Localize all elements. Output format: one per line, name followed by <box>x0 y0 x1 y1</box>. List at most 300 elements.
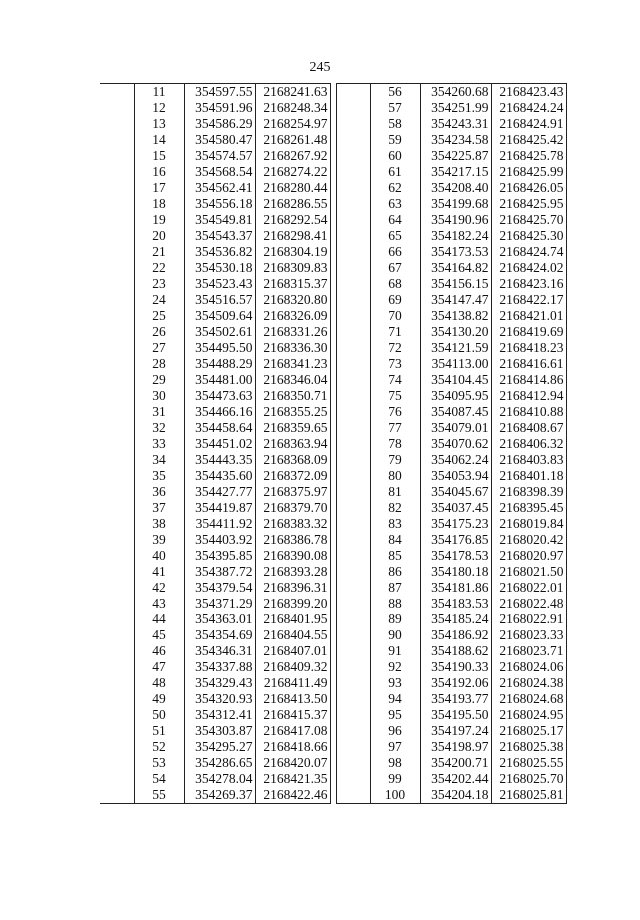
blank-cell <box>336 292 370 308</box>
x-coordinate: 354260.68 <box>420 84 491 100</box>
table-row <box>100 228 566 244</box>
y-coordinate: 2168401.95 <box>255 611 330 627</box>
point-number: 91 <box>370 643 420 659</box>
x-coordinate: 354556.18 <box>184 196 255 212</box>
blank-cell <box>100 84 134 100</box>
blank-cell <box>100 356 134 372</box>
y-coordinate: 2168298.41 <box>255 228 330 244</box>
point-number: 16 <box>134 164 184 180</box>
x-coordinate: 354269.37 <box>184 787 255 803</box>
table-row <box>100 212 566 228</box>
y-coordinate: 2168359.65 <box>255 420 330 436</box>
x-coordinate: 354053.94 <box>420 468 491 484</box>
point-number: 66 <box>370 244 420 260</box>
table-row <box>100 659 566 675</box>
table-row <box>100 787 566 803</box>
x-coordinate: 354286.65 <box>184 755 255 771</box>
blank-cell <box>100 596 134 612</box>
point-number: 81 <box>370 484 420 500</box>
point-number: 15 <box>134 148 184 164</box>
point-number: 32 <box>134 420 184 436</box>
x-coordinate: 354079.01 <box>420 420 491 436</box>
blank-cell <box>100 755 134 771</box>
y-coordinate: 2168395.45 <box>491 500 566 516</box>
table-row <box>100 292 566 308</box>
x-coordinate: 354192.06 <box>420 675 491 691</box>
y-coordinate: 2168315.37 <box>255 276 330 292</box>
point-number: 50 <box>134 707 184 723</box>
x-coordinate: 354178.53 <box>420 548 491 564</box>
blank-cell <box>336 116 370 132</box>
blank-cell <box>336 340 370 356</box>
point-number: 62 <box>370 180 420 196</box>
y-coordinate: 2168425.42 <box>491 132 566 148</box>
point-number: 72 <box>370 340 420 356</box>
x-coordinate: 354543.37 <box>184 228 255 244</box>
x-coordinate: 354495.50 <box>184 340 255 356</box>
x-coordinate: 354045.67 <box>420 484 491 500</box>
y-coordinate: 2168425.70 <box>491 212 566 228</box>
blank-cell <box>100 324 134 340</box>
point-number: 93 <box>370 675 420 691</box>
y-coordinate: 2168425.95 <box>491 196 566 212</box>
blank-cell <box>336 180 370 196</box>
blank-cell <box>100 787 134 803</box>
point-number: 57 <box>370 100 420 116</box>
table-row <box>100 691 566 707</box>
blank-cell <box>100 228 134 244</box>
x-coordinate: 354451.02 <box>184 436 255 452</box>
point-number: 23 <box>134 276 184 292</box>
y-coordinate: 2168396.31 <box>255 580 330 596</box>
table-row <box>100 308 566 324</box>
blank-cell <box>336 580 370 596</box>
y-coordinate: 2168421.01 <box>491 308 566 324</box>
blank-cell <box>100 404 134 420</box>
y-coordinate: 2168423.43 <box>491 84 566 100</box>
y-coordinate: 2168418.66 <box>255 739 330 755</box>
y-coordinate: 2168309.83 <box>255 260 330 276</box>
blank-cell <box>100 420 134 436</box>
x-coordinate: 354193.77 <box>420 691 491 707</box>
x-coordinate: 354181.86 <box>420 580 491 596</box>
y-coordinate: 2168421.35 <box>255 771 330 787</box>
x-coordinate: 354509.64 <box>184 308 255 324</box>
point-number: 18 <box>134 196 184 212</box>
x-coordinate: 354087.45 <box>420 404 491 420</box>
blank-cell <box>336 356 370 372</box>
table-row <box>100 596 566 612</box>
table-row <box>100 100 566 116</box>
blank-cell <box>100 771 134 787</box>
point-number: 85 <box>370 548 420 564</box>
x-coordinate: 354188.62 <box>420 643 491 659</box>
y-coordinate: 2168393.28 <box>255 564 330 580</box>
x-coordinate: 354466.16 <box>184 404 255 420</box>
point-number: 71 <box>370 324 420 340</box>
x-coordinate: 354473.63 <box>184 388 255 404</box>
point-number: 77 <box>370 420 420 436</box>
x-coordinate: 354435.60 <box>184 468 255 484</box>
y-coordinate: 2168425.30 <box>491 228 566 244</box>
x-coordinate: 354354.69 <box>184 627 255 643</box>
point-number: 69 <box>370 292 420 308</box>
y-coordinate: 2168286.55 <box>255 196 330 212</box>
point-number: 87 <box>370 580 420 596</box>
table-row <box>100 532 566 548</box>
point-number: 79 <box>370 452 420 468</box>
x-coordinate: 354095.95 <box>420 388 491 404</box>
x-coordinate: 354198.97 <box>420 739 491 755</box>
table-row <box>100 324 566 340</box>
point-number: 27 <box>134 340 184 356</box>
coordinates-table-body <box>100 84 566 804</box>
x-coordinate: 354202.44 <box>420 771 491 787</box>
y-coordinate: 2168023.33 <box>491 627 566 643</box>
blank-cell <box>100 643 134 659</box>
y-coordinate: 2168404.55 <box>255 627 330 643</box>
table-row <box>100 260 566 276</box>
y-coordinate: 2168403.83 <box>491 452 566 468</box>
blank-cell <box>336 611 370 627</box>
table-row <box>100 84 566 100</box>
blank-cell <box>336 164 370 180</box>
x-coordinate: 354568.54 <box>184 164 255 180</box>
blank-cell <box>336 420 370 436</box>
point-number: 75 <box>370 388 420 404</box>
x-coordinate: 354037.45 <box>420 500 491 516</box>
blank-cell <box>336 659 370 675</box>
x-coordinate: 354395.85 <box>184 548 255 564</box>
x-coordinate: 354586.29 <box>184 116 255 132</box>
y-coordinate: 2168021.50 <box>491 564 566 580</box>
x-coordinate: 354251.99 <box>420 100 491 116</box>
point-number: 24 <box>134 292 184 308</box>
x-coordinate: 354346.31 <box>184 643 255 659</box>
x-coordinate: 354387.72 <box>184 564 255 580</box>
point-number: 98 <box>370 755 420 771</box>
blank-cell <box>100 276 134 292</box>
x-coordinate: 354175.23 <box>420 516 491 532</box>
x-coordinate: 354530.18 <box>184 260 255 276</box>
x-coordinate: 354419.87 <box>184 500 255 516</box>
y-coordinate: 2168413.50 <box>255 691 330 707</box>
point-number: 86 <box>370 564 420 580</box>
point-number: 58 <box>370 116 420 132</box>
point-number: 80 <box>370 468 420 484</box>
y-coordinate: 2168423.16 <box>491 276 566 292</box>
y-coordinate: 2168355.25 <box>255 404 330 420</box>
y-coordinate: 2168410.88 <box>491 404 566 420</box>
blank-cell <box>336 244 370 260</box>
y-coordinate: 2168412.94 <box>491 388 566 404</box>
y-coordinate: 2168024.06 <box>491 659 566 675</box>
blank-cell <box>100 548 134 564</box>
blank-cell <box>100 212 134 228</box>
y-coordinate: 2168409.32 <box>255 659 330 675</box>
point-number: 53 <box>134 755 184 771</box>
x-coordinate: 354164.82 <box>420 260 491 276</box>
y-coordinate: 2168424.74 <box>491 244 566 260</box>
point-number: 70 <box>370 308 420 324</box>
table-row <box>100 755 566 771</box>
point-number: 43 <box>134 596 184 612</box>
x-coordinate: 354147.47 <box>420 292 491 308</box>
blank-cell <box>336 564 370 580</box>
x-coordinate: 354591.96 <box>184 100 255 116</box>
blank-cell <box>336 643 370 659</box>
y-coordinate: 2168422.17 <box>491 292 566 308</box>
blank-cell <box>336 452 370 468</box>
y-coordinate: 2168401.18 <box>491 468 566 484</box>
table-row <box>100 675 566 691</box>
blank-cell <box>100 707 134 723</box>
table-row <box>100 548 566 564</box>
y-coordinate: 2168346.04 <box>255 372 330 388</box>
blank-cell <box>100 180 134 196</box>
blank-cell <box>336 132 370 148</box>
point-number: 83 <box>370 516 420 532</box>
point-number: 97 <box>370 739 420 755</box>
x-coordinate: 354173.53 <box>420 244 491 260</box>
blank-cell <box>100 516 134 532</box>
point-number: 25 <box>134 308 184 324</box>
point-number: 47 <box>134 659 184 675</box>
blank-cell <box>100 627 134 643</box>
page-number: 245 <box>309 60 331 75</box>
y-coordinate: 2168406.32 <box>491 436 566 452</box>
blank-cell <box>336 787 370 803</box>
y-coordinate: 2168414.86 <box>491 372 566 388</box>
y-coordinate: 2168025.81 <box>491 787 566 803</box>
point-number: 78 <box>370 436 420 452</box>
x-coordinate: 354411.92 <box>184 516 255 532</box>
blank-cell <box>100 132 134 148</box>
point-number: 13 <box>134 116 184 132</box>
blank-cell <box>100 244 134 260</box>
blank-cell <box>336 691 370 707</box>
x-coordinate: 354320.93 <box>184 691 255 707</box>
table-row <box>100 707 566 723</box>
x-coordinate: 354303.87 <box>184 723 255 739</box>
point-number: 76 <box>370 404 420 420</box>
table-row <box>100 180 566 196</box>
table-row <box>100 244 566 260</box>
x-coordinate: 354523.43 <box>184 276 255 292</box>
x-coordinate: 354234.58 <box>420 132 491 148</box>
table-row <box>100 404 566 420</box>
point-number: 26 <box>134 324 184 340</box>
blank-cell <box>336 276 370 292</box>
y-coordinate: 2168019.84 <box>491 516 566 532</box>
table-row <box>100 452 566 468</box>
y-coordinate: 2168254.97 <box>255 116 330 132</box>
x-coordinate: 354427.77 <box>184 484 255 500</box>
y-coordinate: 2168267.92 <box>255 148 330 164</box>
blank-cell <box>100 659 134 675</box>
y-coordinate: 2168022.01 <box>491 580 566 596</box>
y-coordinate: 2168411.49 <box>255 675 330 691</box>
x-coordinate: 354549.81 <box>184 212 255 228</box>
y-coordinate: 2168025.17 <box>491 723 566 739</box>
x-coordinate: 354488.29 <box>184 356 255 372</box>
y-coordinate: 2168020.97 <box>491 548 566 564</box>
blank-cell <box>336 388 370 404</box>
y-coordinate: 2168372.09 <box>255 468 330 484</box>
table-row <box>100 627 566 643</box>
blank-cell <box>100 436 134 452</box>
blank-cell <box>100 100 134 116</box>
point-number: 54 <box>134 771 184 787</box>
point-number: 30 <box>134 388 184 404</box>
blank-cell <box>100 691 134 707</box>
blank-cell <box>336 771 370 787</box>
x-coordinate: 354180.18 <box>420 564 491 580</box>
y-coordinate: 2168024.38 <box>491 675 566 691</box>
x-coordinate: 354295.27 <box>184 739 255 755</box>
y-coordinate: 2168020.42 <box>491 532 566 548</box>
y-coordinate: 2168422.46 <box>255 787 330 803</box>
y-coordinate: 2168025.55 <box>491 755 566 771</box>
point-number: 21 <box>134 244 184 260</box>
table-row <box>100 564 566 580</box>
y-coordinate: 2168408.67 <box>491 420 566 436</box>
x-coordinate: 354597.55 <box>184 84 255 100</box>
x-coordinate: 354182.24 <box>420 228 491 244</box>
table-row <box>100 500 566 516</box>
y-coordinate: 2168407.01 <box>255 643 330 659</box>
blank-cell <box>336 500 370 516</box>
y-coordinate: 2168416.61 <box>491 356 566 372</box>
blank-cell <box>100 372 134 388</box>
blank-cell <box>100 611 134 627</box>
x-coordinate: 354243.31 <box>420 116 491 132</box>
x-coordinate: 354516.57 <box>184 292 255 308</box>
x-coordinate: 354481.00 <box>184 372 255 388</box>
x-coordinate: 354379.54 <box>184 580 255 596</box>
x-coordinate: 354070.62 <box>420 436 491 452</box>
y-coordinate: 2168424.24 <box>491 100 566 116</box>
blank-cell <box>336 755 370 771</box>
point-number: 42 <box>134 580 184 596</box>
blank-cell <box>100 340 134 356</box>
point-number: 29 <box>134 372 184 388</box>
table-row <box>100 420 566 436</box>
x-coordinate: 354176.85 <box>420 532 491 548</box>
blank-cell <box>100 500 134 516</box>
y-coordinate: 2168024.68 <box>491 691 566 707</box>
blank-cell <box>336 196 370 212</box>
blank-cell <box>336 723 370 739</box>
point-number: 41 <box>134 564 184 580</box>
x-coordinate: 354185.24 <box>420 611 491 627</box>
blank-cell <box>336 532 370 548</box>
blank-cell <box>100 308 134 324</box>
x-coordinate: 354458.64 <box>184 420 255 436</box>
y-coordinate: 2168022.48 <box>491 596 566 612</box>
point-number: 33 <box>134 436 184 452</box>
blank-cell <box>336 324 370 340</box>
point-number: 20 <box>134 228 184 244</box>
y-coordinate: 2168363.94 <box>255 436 330 452</box>
table-row <box>100 388 566 404</box>
y-coordinate: 2168292.54 <box>255 212 330 228</box>
table-row <box>100 611 566 627</box>
point-number: 74 <box>370 372 420 388</box>
point-number: 34 <box>134 452 184 468</box>
y-coordinate: 2168025.70 <box>491 771 566 787</box>
x-coordinate: 354130.20 <box>420 324 491 340</box>
table-row <box>100 356 566 372</box>
blank-cell <box>336 627 370 643</box>
x-coordinate: 354312.41 <box>184 707 255 723</box>
table-row <box>100 276 566 292</box>
blank-cell <box>100 260 134 276</box>
x-coordinate: 354183.53 <box>420 596 491 612</box>
y-coordinate: 2168426.05 <box>491 180 566 196</box>
x-coordinate: 354138.82 <box>420 308 491 324</box>
blank-cell <box>336 675 370 691</box>
y-coordinate: 2168417.08 <box>255 723 330 739</box>
y-coordinate: 2168274.22 <box>255 164 330 180</box>
point-number: 90 <box>370 627 420 643</box>
blank-cell <box>336 84 370 100</box>
point-number: 37 <box>134 500 184 516</box>
point-number: 84 <box>370 532 420 548</box>
x-coordinate: 354574.57 <box>184 148 255 164</box>
x-coordinate: 354502.61 <box>184 324 255 340</box>
blank-cell <box>100 580 134 596</box>
blank-cell <box>100 675 134 691</box>
x-coordinate: 354113.00 <box>420 356 491 372</box>
y-coordinate: 2168424.02 <box>491 260 566 276</box>
table-row <box>100 484 566 500</box>
table-row <box>100 771 566 787</box>
x-coordinate: 354200.71 <box>420 755 491 771</box>
point-number: 31 <box>134 404 184 420</box>
x-coordinate: 354443.35 <box>184 452 255 468</box>
x-coordinate: 354204.18 <box>420 787 491 803</box>
point-number: 55 <box>134 787 184 803</box>
point-number: 88 <box>370 596 420 612</box>
blank-cell <box>336 228 370 244</box>
point-number: 92 <box>370 659 420 675</box>
point-number: 35 <box>134 468 184 484</box>
x-coordinate: 354190.33 <box>420 659 491 675</box>
table-row <box>100 643 566 659</box>
table-row <box>100 723 566 739</box>
coordinates-table <box>100 83 567 804</box>
point-number: 82 <box>370 500 420 516</box>
point-number: 65 <box>370 228 420 244</box>
blank-cell <box>336 308 370 324</box>
y-coordinate: 2168415.37 <box>255 707 330 723</box>
point-number: 46 <box>134 643 184 659</box>
x-coordinate: 354363.01 <box>184 611 255 627</box>
point-number: 17 <box>134 180 184 196</box>
x-coordinate: 354208.40 <box>420 180 491 196</box>
x-coordinate: 354062.24 <box>420 452 491 468</box>
y-coordinate: 2168024.95 <box>491 707 566 723</box>
blank-cell <box>100 148 134 164</box>
point-number: 63 <box>370 196 420 212</box>
table-row <box>100 164 566 180</box>
blank-cell <box>336 100 370 116</box>
table-row <box>100 132 566 148</box>
x-coordinate: 354190.96 <box>420 212 491 228</box>
y-coordinate: 2168425.78 <box>491 148 566 164</box>
point-number: 11 <box>134 84 184 100</box>
